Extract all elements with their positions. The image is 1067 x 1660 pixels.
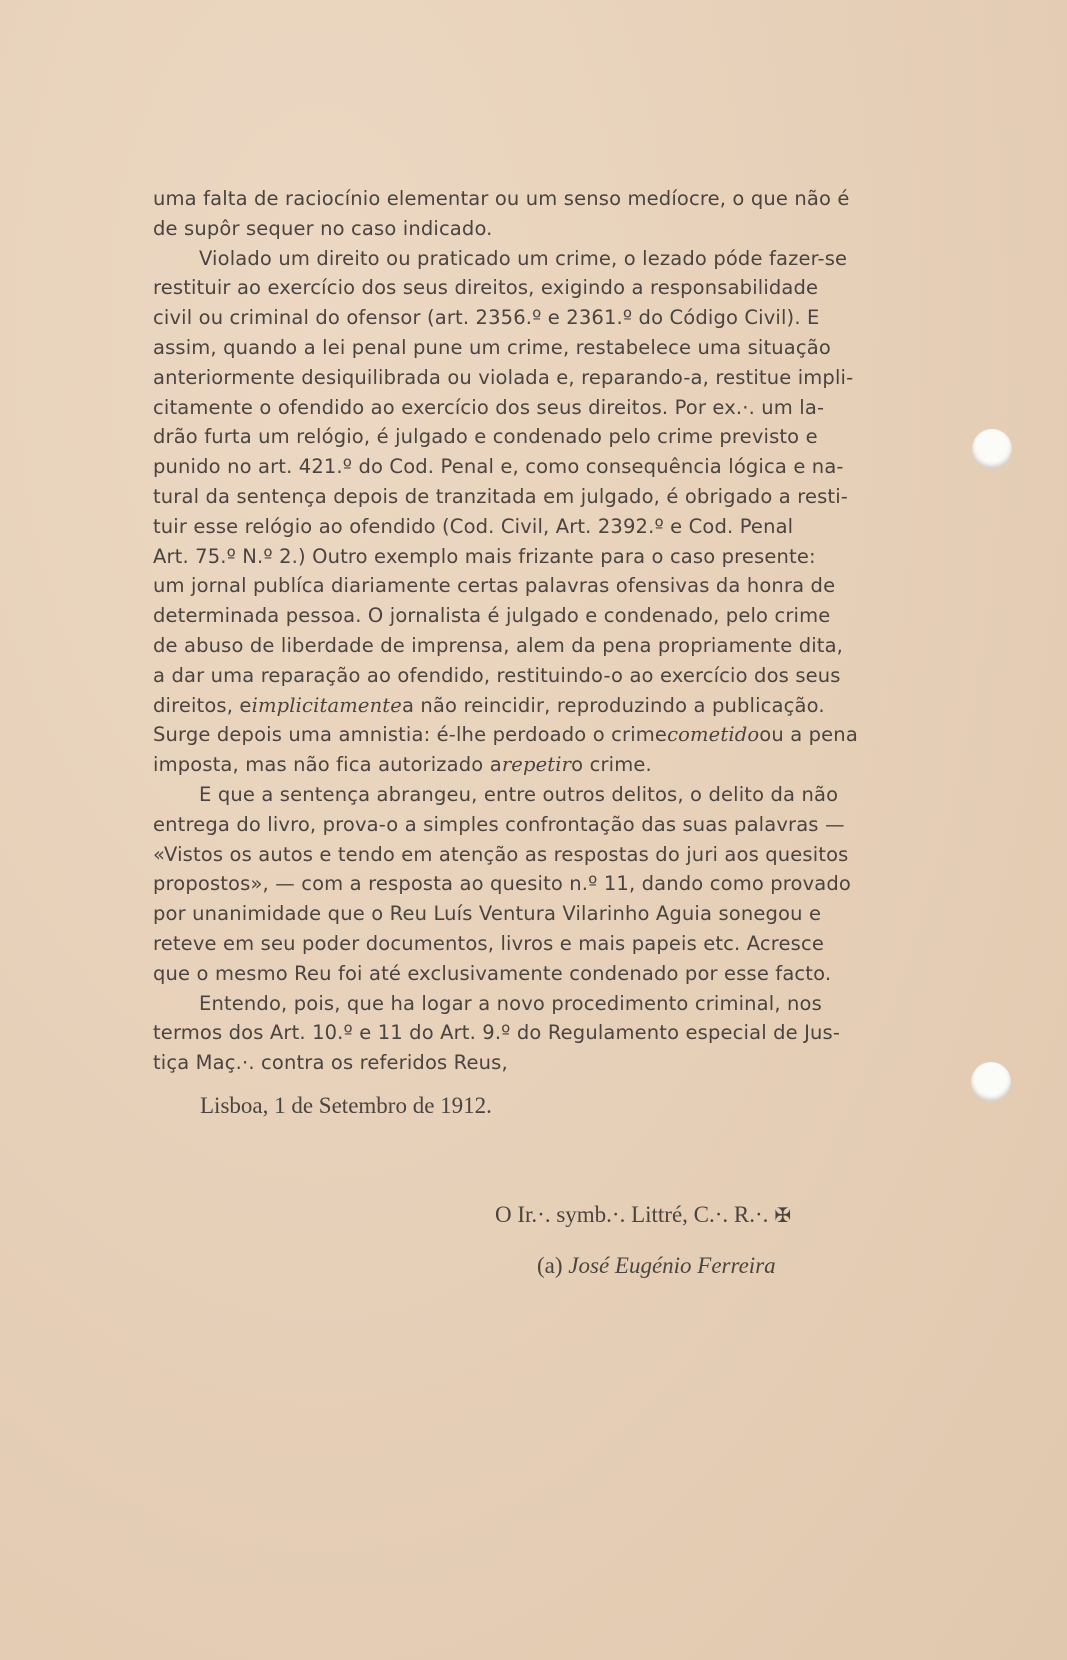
text-line-content: propostos», — com a resposta ao quesito n.º 11, dando como provado bbox=[153, 872, 852, 896]
text-line-content: tural da sentença depois de tranzitada em julgado, é obrigado a resti- bbox=[153, 484, 848, 508]
text-line bbox=[153, 303, 913, 333]
text-run: a não reincidir, reproduzindo a publicação. bbox=[401, 693, 825, 717]
text-line-content: uma falta de raciocínio elementar ou um senso medíocre, o que não é bbox=[153, 187, 850, 210]
text-line-content: Violado um direito ou praticado um crime, o lezado póde fazer-se bbox=[199, 246, 848, 270]
text-line-content: que o mesmo Reu foi até exclusivamente condenado por esse facto. bbox=[153, 961, 832, 985]
text-line bbox=[153, 899, 913, 929]
text-line-content: entrega do livro, prova-o a simples confrontação das suas palavras — bbox=[153, 812, 845, 836]
text-line bbox=[153, 184, 913, 214]
cross-icon: ✠ bbox=[774, 1205, 792, 1227]
emphasis-text: cometido bbox=[667, 723, 760, 747]
text-line-content bbox=[153, 720, 858, 750]
text-line bbox=[153, 393, 913, 423]
signatory-name: José Eugénio Ferreira bbox=[568, 1253, 776, 1278]
text-line-content: de abuso de liberdade de imprensa, alem da pena propriamente dita, bbox=[153, 633, 844, 657]
text-line-content: um jornal publíca diariamente certas palavras ofensivas da honra de bbox=[153, 574, 836, 598]
text-run: ou a pena bbox=[759, 723, 858, 747]
text-line bbox=[153, 720, 913, 750]
text-line bbox=[153, 214, 913, 244]
text-line bbox=[153, 989, 913, 1019]
text-line-content: reteve em seu poder documentos, livros e mais papeis etc. Acresce bbox=[153, 931, 824, 955]
text-line bbox=[153, 810, 913, 840]
text-line bbox=[153, 1018, 913, 1048]
text-line bbox=[153, 422, 913, 452]
text-line-content: Art. 75.º N.º 2.) Outro exemplo mais frizante para o caso presente: bbox=[153, 544, 816, 568]
text-line bbox=[153, 1048, 913, 1078]
text-line-content: civil ou criminal do ofensor (art. 2356.º e 2361.º do Código Civil). E bbox=[153, 306, 820, 330]
text-line bbox=[153, 452, 913, 482]
text-line bbox=[153, 363, 913, 393]
text-line-content: determinada pessoa. O jornalista é julgado e condenado, pelo crime bbox=[153, 604, 831, 628]
signature-name bbox=[537, 1253, 776, 1279]
text-run: imposta, mas não fica autorizado a bbox=[153, 753, 502, 777]
text-line-content bbox=[153, 691, 825, 721]
text-line-content bbox=[153, 750, 652, 780]
text-line bbox=[153, 661, 913, 691]
text-line bbox=[153, 959, 913, 989]
text-line bbox=[153, 273, 913, 303]
text-line-content: punido no art. 421.º do Cod. Penal e, como consequência lógica e na- bbox=[153, 455, 844, 479]
signature-title bbox=[495, 1202, 791, 1228]
text-line bbox=[153, 333, 913, 363]
text-line bbox=[153, 571, 913, 601]
text-line-content: Entendo, pois, que ha logar a novo procedimento criminal, nos bbox=[199, 991, 822, 1015]
text-line bbox=[153, 542, 913, 572]
text-line-content: a dar uma reparação ao ofendido, restituindo-o ao exercício dos seus bbox=[153, 663, 841, 687]
text-line bbox=[153, 780, 913, 810]
text-line-content: tuir esse relógio ao ofendido (Cod. Civil, Art. 2392.º e Cod. Penal bbox=[153, 514, 794, 538]
text-line bbox=[153, 601, 913, 631]
text-line-content: anteriormente desiquilibrada ou violada e, reparando-a, restitue impli- bbox=[153, 365, 854, 389]
text-line-content: restituir ao exercício dos seus direitos, exigindo a responsabilidade bbox=[153, 276, 819, 300]
text-line bbox=[153, 929, 913, 959]
punch-hole-top bbox=[972, 429, 1012, 469]
text-line-content: termos dos Art. 10.º e 11 do Art. 9.º do Regulamento especial de Jus- bbox=[153, 1021, 841, 1045]
closing-date: Lisboa, 1 de Setembro de 1912. bbox=[200, 1093, 492, 1118]
signature-prefix: (a) bbox=[537, 1253, 569, 1278]
text-line bbox=[153, 512, 913, 542]
punch-hole-bottom bbox=[971, 1062, 1011, 1102]
emphasis-text: repetir bbox=[501, 753, 572, 777]
text-line bbox=[153, 244, 913, 274]
text-run: direitos, e bbox=[153, 693, 252, 717]
text-run: Surge depois uma amnistia: é-lhe perdoado o crime bbox=[153, 723, 668, 747]
text-line bbox=[153, 840, 913, 870]
body-text bbox=[153, 184, 913, 1078]
text-line bbox=[153, 631, 913, 661]
text-line-content: assim, quando a lei penal pune um crime, restabelece uma situação bbox=[153, 335, 831, 359]
text-line-content: «Vistos os autos e tendo em atenção as respostas do juri aos quesitos bbox=[153, 842, 849, 866]
text-line-content: drão furta um relógio, é julgado e condenado pelo crime previsto e bbox=[153, 425, 818, 449]
text-run: o crime. bbox=[571, 753, 652, 777]
emphasis-text: implicitamente bbox=[251, 693, 402, 717]
text-line-content: citamente o ofendido ao exercício dos seus direitos. Por ex.·. um la- bbox=[153, 395, 825, 419]
text-line bbox=[153, 750, 913, 780]
text-line bbox=[153, 482, 913, 512]
text-line-content: tiça Maç.·. contra os referidos Reus, bbox=[153, 1051, 508, 1075]
text-line-content: E que a sentença abrangeu, entre outros delitos, o delito da não bbox=[199, 782, 839, 806]
text-line bbox=[153, 869, 913, 899]
text-line-content: por unanimidade que o Reu Luís Ventura Vilarinho Aguia sonegou e bbox=[153, 902, 822, 926]
text-line bbox=[153, 691, 913, 721]
signature-title-text: O Ir.·. symb.·. Littré, C.·. R.·. bbox=[495, 1202, 769, 1227]
text-line-content: de supôr sequer no caso indicado. bbox=[153, 216, 493, 240]
